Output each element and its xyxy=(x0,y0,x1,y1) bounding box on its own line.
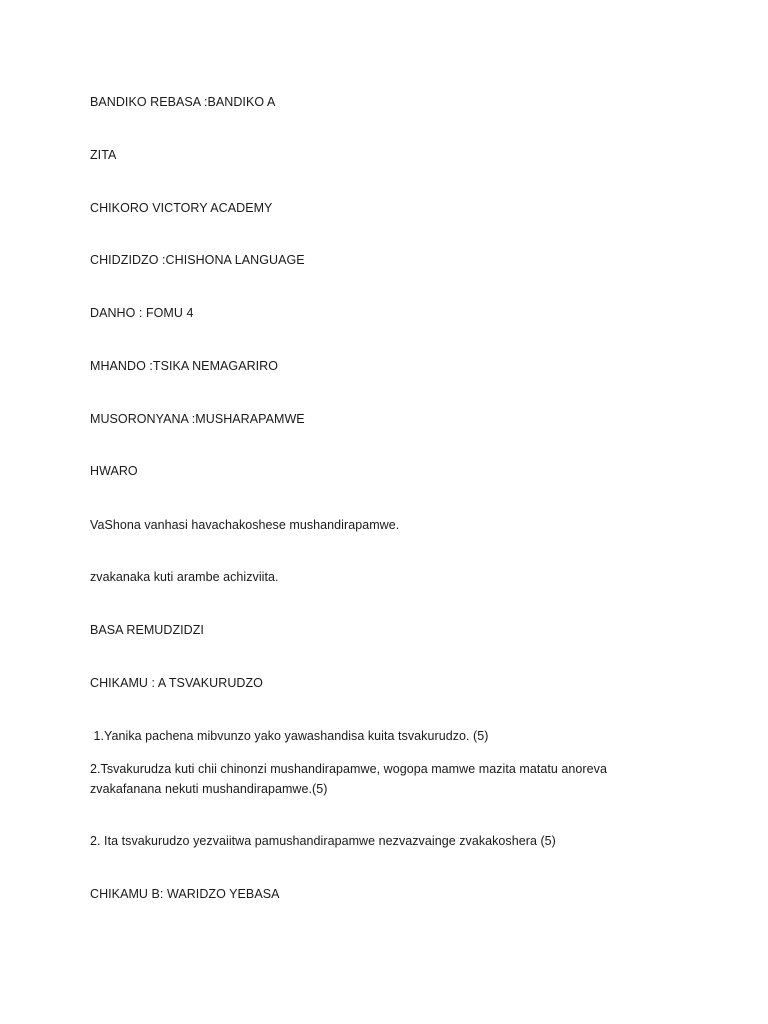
name-label: ZITA xyxy=(90,148,117,162)
question-2: 2.Tsvakurudza kuti chii chinonzi mushandirapamwe, wogopa mamwe mazita matatu anoreva zvakafanana nekuti mushandirapamwe.(5) xyxy=(90,762,607,796)
student-task-heading: BASA REMUDZIDZI xyxy=(90,623,204,637)
level-line: DANHO : FOMU 4 xyxy=(90,306,194,320)
question-3: 2. Ita tsvakurudzo yezvaiitwa pamushandirapamwe nezvazvainge zvakakoshera (5) xyxy=(90,834,556,848)
hwaro-heading: HWARO xyxy=(90,464,138,478)
section-b-heading: CHIKAMU B: WARIDZO YEBASA xyxy=(90,887,280,901)
question-1: 1.Yanika pachena mibvunzo yako yawashandisa kuita tsvakurudzo. (5) xyxy=(90,729,489,743)
school-name: CHIKORO VICTORY ACADEMY xyxy=(90,201,273,215)
header-bandiko-rebasa: BANDIKO REBASA :BANDIKO A xyxy=(90,95,276,109)
subject-line: CHIDZIDZO :CHISHONA LANGUAGE xyxy=(90,253,305,267)
background-sentence-2: zvakanaka kuti arambe achizviita. xyxy=(90,570,279,584)
topic-type-line: MHANDO :TSIKA NEMAGARIRO xyxy=(90,359,279,373)
background-sentence-1: VaShona vanhasi havachakoshese mushandirapamwe. xyxy=(90,518,400,532)
subtopic-line: MUSORONYANA :MUSHARAPAMWE xyxy=(90,412,305,426)
section-a-heading: CHIKAMU : A TSVAKURUDZO xyxy=(90,676,263,690)
